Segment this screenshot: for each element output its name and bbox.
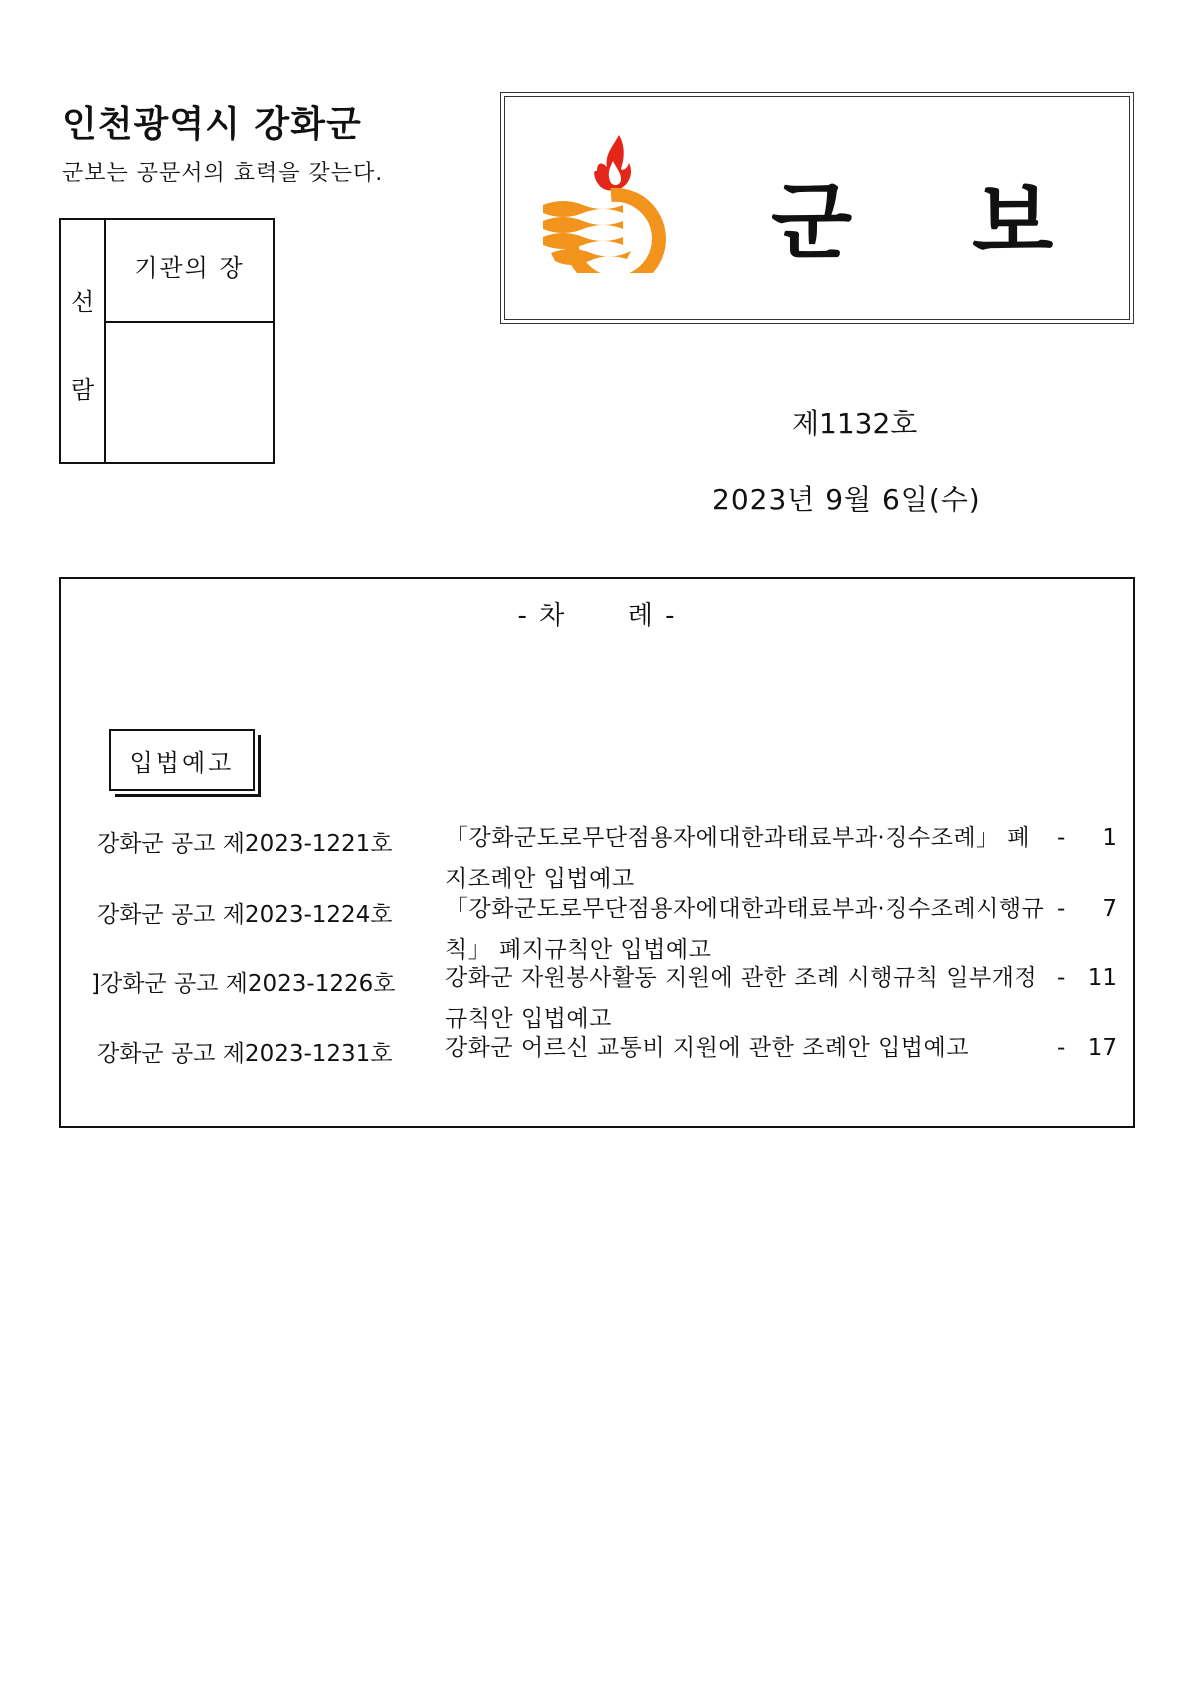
toc-entry-subject: 강화군 자원봉사활동 지원에 관한 조례 시행규칙 일부개정규칙안 입법예고 bbox=[445, 965, 1038, 1032]
toc-entry-subject: 강화군 어르신 교통비 지원에 관한 조례안 입법예고 bbox=[445, 1035, 969, 1061]
toc-entry-notice-number: 강화군 공고 제2023-1231호 bbox=[97, 1041, 393, 1067]
masthead-title: 군보 bbox=[771, 173, 1174, 271]
county-emblem-icon bbox=[541, 133, 671, 273]
toc-entry-page: 17 bbox=[1087, 1035, 1117, 1061]
toc-entry-notice-number: 강화군 공고 제2023-1221호 bbox=[97, 831, 393, 857]
toc-entry-leader: - bbox=[1057, 1035, 1066, 1061]
toc-title: - 차 례 - bbox=[517, 601, 677, 631]
approval-label-top: 선 bbox=[71, 288, 95, 316]
org-title: 인천광역시 강화군 bbox=[62, 104, 362, 145]
toc-entry-subject: 「강화군도로무단점용자에대한과태료부과·징수조례시행규칙」 폐지규칙안 입법예고 bbox=[445, 896, 1045, 963]
toc-entry-page: 11 bbox=[1087, 965, 1117, 991]
masthead bbox=[500, 92, 1174, 324]
toc-entry-leader: - bbox=[1057, 896, 1066, 922]
approval-box bbox=[59, 218, 275, 464]
document-subtitle: 군보는 공문서의 효력을 갖는다. bbox=[62, 161, 384, 186]
issue-number: 제1132호 bbox=[792, 407, 918, 440]
toc-entry-page: 7 bbox=[1102, 896, 1117, 922]
toc-entry-leader: - bbox=[1057, 965, 1066, 991]
toc-entry-subject: 「강화군도로무단점용자에대한과태료부과·징수조례」 폐지조례안 입법예고 bbox=[445, 825, 1031, 892]
section-heading-legislative-notice: 입법예고 bbox=[109, 729, 255, 791]
approval-label-bottom: 람 bbox=[71, 376, 95, 404]
approval-label-column bbox=[61, 220, 106, 462]
issue-date: 2023년 9월 6일(수) bbox=[712, 483, 981, 516]
toc-entry-page: 1 bbox=[1102, 825, 1117, 851]
toc-entry-leader: - bbox=[1057, 825, 1066, 851]
table-of-contents bbox=[59, 577, 1135, 1128]
toc-entry-notice-number: ]강화군 공고 제2023-1226호 bbox=[91, 971, 396, 997]
approval-head-cell: 기관의 장 bbox=[106, 220, 273, 323]
toc-entry-notice-number: 강화군 공고 제2023-1224호 bbox=[97, 902, 393, 928]
